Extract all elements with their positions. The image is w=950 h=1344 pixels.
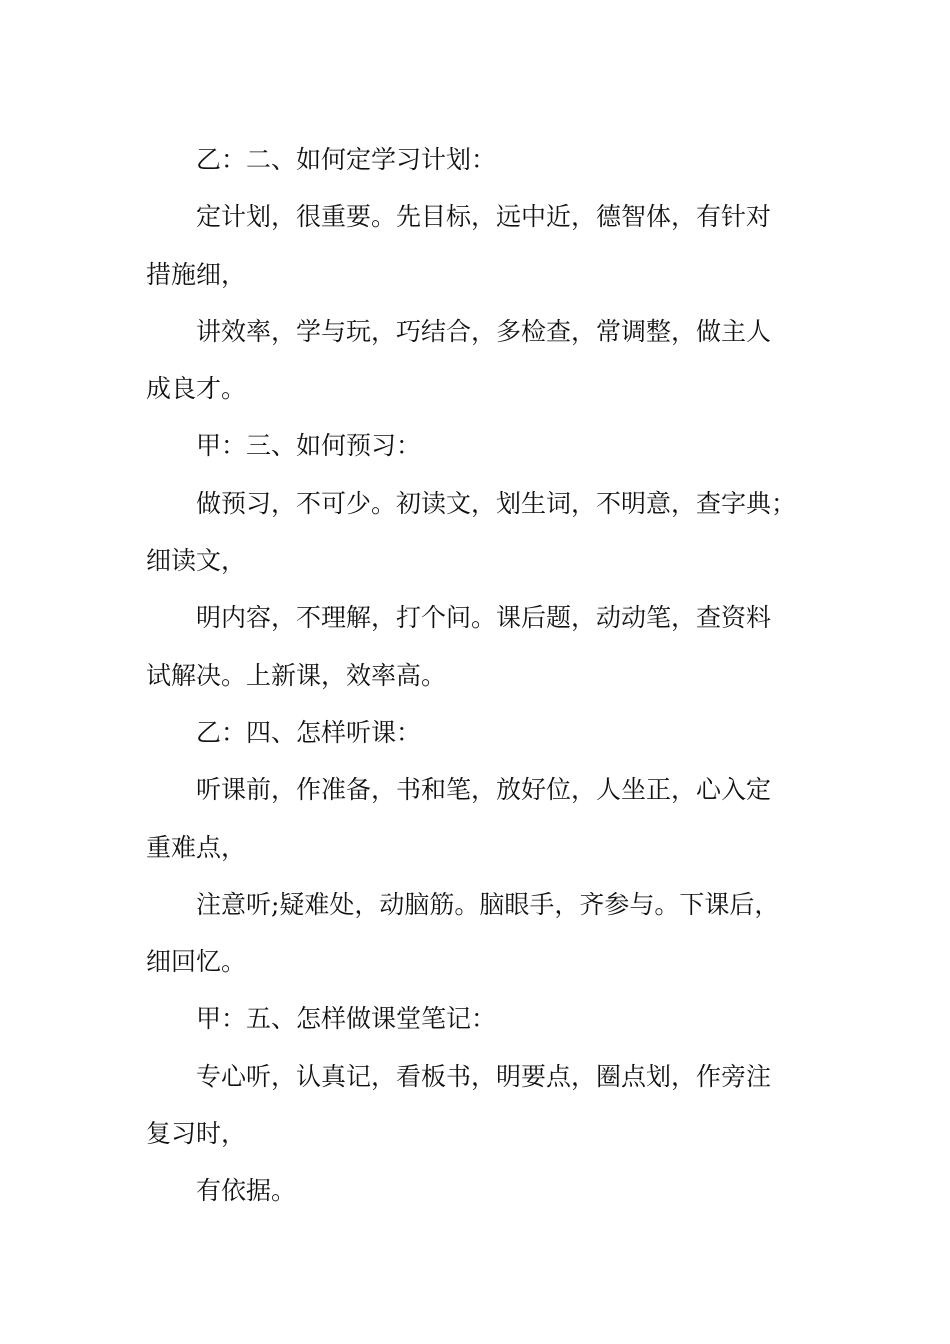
text-line: 讲效率，学与玩，巧结合，多检查，常调整，做主人	[196, 316, 772, 346]
text-line: 注意听;疑难处，动脑筋。脑眼手，齐参与。下课后，	[196, 889, 780, 919]
paragraph-9	[146, 876, 806, 991]
paragraph-3	[146, 303, 806, 418]
text-line: 有依据。	[196, 1176, 297, 1206]
text-line: 细读文，	[146, 546, 247, 576]
text-line: 听课前，作准备，书和笔，放好位，人坐正，心入定	[196, 775, 772, 805]
text-line: 乙：四、怎样听课：	[196, 717, 422, 747]
text-line: 甲：三、如何预习：	[196, 431, 422, 461]
paragraph-1	[146, 131, 806, 188]
paragraph-2	[146, 188, 806, 303]
paragraph-5	[146, 475, 806, 590]
text-line: 明内容，不理解，打个问。课后题，动动笔，查资料	[196, 603, 772, 633]
text-line: 细回忆。	[146, 947, 247, 977]
text-line: 做预习，不可少。初读文，划生词，不明意，查字典；	[196, 488, 797, 518]
text-line: 定计划，很重要。先目标，远中近，德智体，有针对	[196, 202, 772, 232]
document-body	[146, 131, 806, 1220]
text-line: 专心听，认真记，看板书，明要点，圈点划，作旁注	[196, 1061, 772, 1091]
text-line: 试解决。上新课，效率高。	[146, 660, 447, 690]
text-line: 成良才。	[146, 374, 247, 404]
text-line: 乙：二、如何定学习计划：	[196, 145, 497, 174]
text-line: 措施细，	[146, 259, 247, 289]
text-line: 重难点，	[146, 832, 247, 862]
paragraph-11	[146, 1048, 806, 1163]
text-line: 复习时，	[146, 1119, 247, 1149]
paragraph-7	[146, 704, 806, 761]
paragraph-6	[146, 589, 806, 704]
paragraph-8	[146, 761, 806, 876]
paragraph-12	[146, 1162, 806, 1219]
paragraph-4	[146, 417, 806, 474]
paragraph-10	[146, 990, 806, 1047]
text-line: 甲：五、怎样做课堂笔记：	[196, 1004, 497, 1034]
